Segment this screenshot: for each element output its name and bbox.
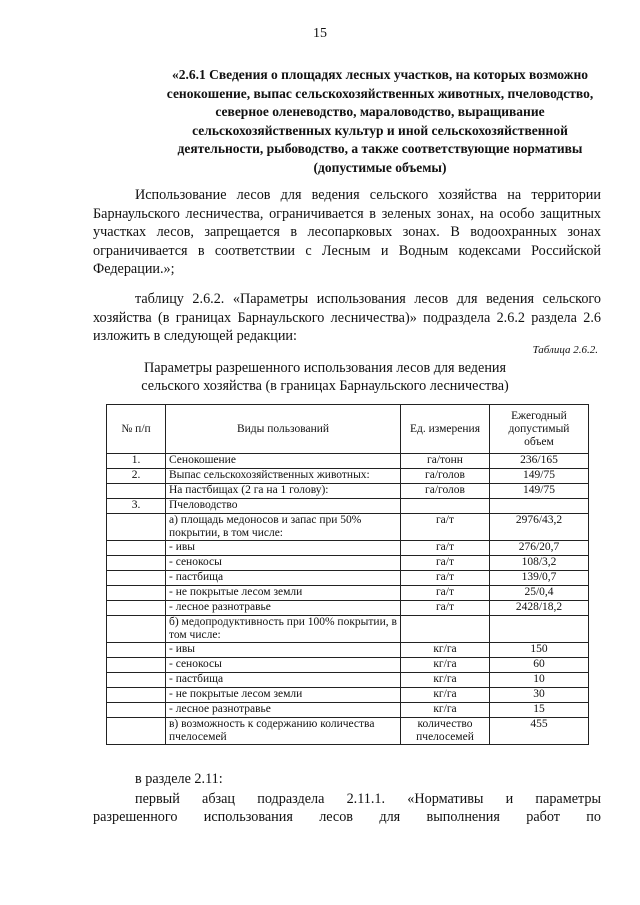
table-header-row bbox=[107, 405, 589, 454]
cell-volume: 30 bbox=[490, 688, 589, 703]
cell-volume: 60 bbox=[490, 658, 589, 673]
cell-volume: 150 bbox=[490, 643, 589, 658]
cell-usage-type: б) медопродуктивность при 100% покрытии, в том числе: bbox=[166, 616, 401, 643]
parameters-table bbox=[106, 404, 589, 745]
header-usage-type: Виды пользований bbox=[166, 405, 401, 454]
paragraph-forest-use: Использование лесов для ведения сельского хозяйства на территории Барнаульского лесничества, ограничивается в зеленых зонах, на особо защитных участках лесов, запрещается в лесопарковых зонах. В водоохранных зонах ограничивается в соответствии с Лесным и Водным кодексами Российской Федерации.»; bbox=[93, 187, 601, 277]
cell-unit bbox=[401, 616, 490, 643]
table-caption: Параметры разрешенного использования лесов для ведения сельского хозяйства (в границах Барнаульского лесничества) bbox=[141, 360, 509, 394]
cell-number bbox=[107, 703, 166, 718]
cell-unit: га/т bbox=[401, 541, 490, 556]
table-row bbox=[107, 541, 589, 556]
cell-number: 1. bbox=[107, 454, 166, 469]
cell-number bbox=[107, 718, 166, 745]
cell-usage-type: - сенокосы bbox=[166, 556, 401, 571]
header-unit: Ед. измерения bbox=[401, 405, 490, 454]
cell-number: 2. bbox=[107, 469, 166, 484]
cell-usage-type: а) площадь медоносов и запас при 50% покрытии, в том числе: bbox=[166, 514, 401, 541]
table-row bbox=[107, 586, 589, 601]
cell-volume: 276/20,7 bbox=[490, 541, 589, 556]
cell-volume: 139/0,7 bbox=[490, 571, 589, 586]
cell-volume: 108/3,2 bbox=[490, 556, 589, 571]
cell-volume: 15 bbox=[490, 703, 589, 718]
cell-usage-type: На пастбищах (2 га на 1 голову): bbox=[166, 484, 401, 499]
cell-volume bbox=[490, 499, 589, 514]
cell-unit: га/т bbox=[401, 556, 490, 571]
cell-number bbox=[107, 688, 166, 703]
cell-unit: кг/га bbox=[401, 643, 490, 658]
cell-usage-type: - не покрытые лесом земли bbox=[166, 688, 401, 703]
paragraph-section-211: в разделе 2.11: bbox=[135, 771, 223, 787]
cell-usage-type: Сенокошение bbox=[166, 454, 401, 469]
table-row bbox=[107, 718, 589, 745]
cell-number bbox=[107, 541, 166, 556]
cell-usage-type: - сенокосы bbox=[166, 658, 401, 673]
cell-unit: га/тонн bbox=[401, 454, 490, 469]
table-row bbox=[107, 658, 589, 673]
table-row bbox=[107, 484, 589, 499]
cell-unit: кг/га bbox=[401, 688, 490, 703]
cell-number bbox=[107, 643, 166, 658]
cell-number bbox=[107, 658, 166, 673]
table-row bbox=[107, 514, 589, 541]
table-row bbox=[107, 454, 589, 469]
table-row bbox=[107, 703, 589, 718]
table-row bbox=[107, 469, 589, 484]
table-row bbox=[107, 499, 589, 514]
page-number: 15 bbox=[313, 26, 327, 41]
header-number: № п/п bbox=[107, 405, 166, 454]
cell-unit: га/голов bbox=[401, 469, 490, 484]
cell-usage-type: в) возможность к содержанию количества пчелосемей bbox=[166, 718, 401, 745]
cell-usage-type: Пчеловодство bbox=[166, 499, 401, 514]
cell-number bbox=[107, 484, 166, 499]
cell-number bbox=[107, 571, 166, 586]
cell-usage-type: - лесное разнотравье bbox=[166, 703, 401, 718]
paragraph-first-abzac: первый абзац подраздела 2.11.1. «Нормативы и параметры bbox=[135, 791, 601, 807]
paragraph-continuation: разрешенного использования лесов для выполнения работ по bbox=[93, 809, 601, 825]
cell-number bbox=[107, 601, 166, 616]
cell-volume: 149/75 bbox=[490, 469, 589, 484]
cell-unit: кг/га bbox=[401, 703, 490, 718]
cell-usage-type: Выпас сельскохозяйственных животных: bbox=[166, 469, 401, 484]
cell-unit: га/голов bbox=[401, 484, 490, 499]
table-row bbox=[107, 616, 589, 643]
cell-unit: количество пчелосемей bbox=[401, 718, 490, 745]
cell-volume: 25/0,4 bbox=[490, 586, 589, 601]
cell-number bbox=[107, 673, 166, 688]
table-row bbox=[107, 688, 589, 703]
table-label: Таблица 2.6.2. bbox=[532, 344, 598, 356]
cell-volume: 455 bbox=[490, 718, 589, 745]
table-row bbox=[107, 643, 589, 658]
cell-number bbox=[107, 586, 166, 601]
cell-unit bbox=[401, 499, 490, 514]
cell-unit: га/т bbox=[401, 601, 490, 616]
cell-unit: кг/га bbox=[401, 658, 490, 673]
cell-usage-type: - ивы bbox=[166, 643, 401, 658]
cell-volume: 236/165 bbox=[490, 454, 589, 469]
table-row bbox=[107, 556, 589, 571]
cell-unit: кг/га bbox=[401, 673, 490, 688]
header-annual-volume: Ежегодный допустимый объем bbox=[490, 405, 589, 454]
section-heading: «2.6.1 Сведения о площадях лесных участков, на которых возможно сенокошение, выпас сельскохозяйственных животных, пчеловодство, северное оленеводство, мараловодство, выращивание сельскохозяйственных культур и иной сельскохозяйственной деятельности, рыбоводство, а также соответствующие нормативы (допустимые объемы) bbox=[166, 67, 594, 175]
table-row bbox=[107, 571, 589, 586]
cell-number bbox=[107, 514, 166, 541]
cell-number: 3. bbox=[107, 499, 166, 514]
cell-usage-type: - ивы bbox=[166, 541, 401, 556]
cell-usage-type: - лесное разнотравье bbox=[166, 601, 401, 616]
table-row bbox=[107, 601, 589, 616]
cell-usage-type: - пастбища bbox=[166, 571, 401, 586]
table-row bbox=[107, 673, 589, 688]
cell-usage-type: - не покрытые лесом земли bbox=[166, 586, 401, 601]
cell-usage-type: - пастбища bbox=[166, 673, 401, 688]
paragraph-table-intro: таблицу 2.6.2. «Параметры использования лесов для ведения сельского хозяйства (в границах Барнаульского лесничества)» подраздела 2.6.2 раздела 2.6 изложить в следующей редакции: bbox=[93, 291, 601, 344]
cell-number bbox=[107, 556, 166, 571]
cell-volume: 149/75 bbox=[490, 484, 589, 499]
cell-unit: га/т bbox=[401, 586, 490, 601]
cell-unit: га/т bbox=[401, 514, 490, 541]
cell-volume: 2976/43,2 bbox=[490, 514, 589, 541]
table-body bbox=[107, 454, 589, 745]
cell-volume bbox=[490, 616, 589, 643]
cell-unit: га/т bbox=[401, 571, 490, 586]
cell-number bbox=[107, 616, 166, 643]
cell-volume: 2428/18,2 bbox=[490, 601, 589, 616]
cell-volume: 10 bbox=[490, 673, 589, 688]
